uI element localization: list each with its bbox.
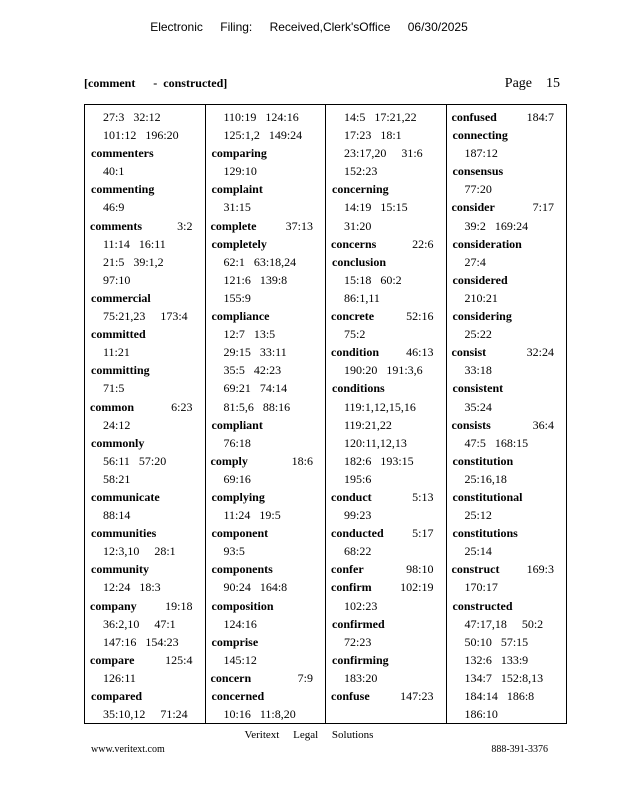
page-line-reference: 190:20 191:3,6 <box>344 363 423 378</box>
page-number: Page 15 <box>504 76 560 91</box>
term-reference: 36:4 <box>532 417 554 432</box>
term-reference: 98:10 <box>406 562 434 577</box>
index-entry <box>452 108 567 126</box>
index-term <box>331 235 446 253</box>
term-word: compare <box>90 652 135 667</box>
page-line-reference: 11:14 16:11 <box>103 236 166 251</box>
index-term <box>331 578 446 596</box>
index-term: confirmed <box>332 616 385 631</box>
page-line-reference: 27:4 <box>464 254 486 269</box>
index-entry <box>211 687 326 723</box>
page-line-reference: 75:2 <box>344 327 366 342</box>
index-entry <box>90 651 205 687</box>
index-term <box>452 198 567 216</box>
term-reference: 46:13 <box>406 345 434 360</box>
index-entry <box>211 669 326 687</box>
filing-label: Filing: <box>220 20 253 34</box>
index-table <box>84 104 567 724</box>
page-line-reference: 17:23 18:1 <box>344 128 402 143</box>
page-line-reference: 183:20 <box>344 670 378 685</box>
index-entry <box>452 416 567 452</box>
index-term: commonly <box>91 435 145 450</box>
page-line-reference: 170:17 <box>464 580 498 595</box>
index-entry <box>452 560 567 596</box>
index-term: communities <box>91 526 157 541</box>
page-line-reference: 72:23 <box>344 634 372 649</box>
index-entry <box>452 524 567 560</box>
index-entry <box>211 180 326 216</box>
index-entry <box>452 597 567 723</box>
page-line-reference: 119:21,22 <box>344 417 392 432</box>
page-line-reference: 99:23 <box>344 508 372 523</box>
filing-stamp <box>0 20 618 34</box>
term-word: consist <box>451 345 487 360</box>
page-line-reference: 76:18 <box>223 435 251 450</box>
index-entry <box>211 217 326 235</box>
page-line-reference: 187:12 <box>464 146 498 161</box>
page-line-reference: 126:11 <box>103 670 136 685</box>
index-entry <box>452 379 567 415</box>
index-entry <box>90 560 205 596</box>
page-line-reference: 35:5 42:23 <box>223 363 282 378</box>
index-term: complying <box>211 489 265 504</box>
index-column-3 <box>326 105 447 723</box>
index-term: components <box>211 562 273 577</box>
index-term <box>90 217 205 235</box>
page-line-reference: 35:24 <box>464 399 492 414</box>
page-line-reference: 25:12 <box>464 508 492 523</box>
page-line-reference: 90:24 164:8 <box>223 580 288 595</box>
index-entry <box>331 180 446 234</box>
index-entry <box>452 198 567 234</box>
index-column-1 <box>85 105 206 723</box>
page-line-reference: 12:7 13:5 <box>223 327 276 342</box>
index-entry <box>90 144 205 180</box>
term-word: consists <box>451 417 491 432</box>
page-line-reference: 69:21 74:14 <box>223 381 288 396</box>
index-entry <box>211 235 326 307</box>
term-reference: 169:3 <box>526 562 554 577</box>
index-term: composition <box>211 598 274 613</box>
index-term <box>452 108 567 126</box>
page-line-reference: 155:9 <box>223 290 251 305</box>
term-reference: 3:2 <box>177 218 193 233</box>
page-line-reference: 184:14 186:8 <box>464 689 535 703</box>
page-line-reference: 186:10 <box>464 707 498 722</box>
index-entry <box>331 379 446 488</box>
index-column-2 <box>206 105 327 723</box>
index-entry <box>331 343 446 379</box>
page-line-reference: 46:9 <box>103 200 125 215</box>
index-range: [comment - constructed] <box>84 76 228 90</box>
index-term: confirming <box>332 652 389 667</box>
index-term: considering <box>452 309 512 324</box>
index-entry <box>90 488 205 524</box>
term-word: complete <box>210 218 257 233</box>
index-term: connecting <box>452 128 508 143</box>
index-column-4 <box>447 105 567 723</box>
page-line-reference: 62:1 63:18,24 <box>223 254 297 269</box>
footer-phone: 888-391-3376 <box>491 744 548 755</box>
index-entry <box>90 434 205 488</box>
index-term: component <box>211 526 269 541</box>
page-line-reference: 68:22 <box>344 544 372 559</box>
index-term: constitution <box>452 453 514 468</box>
index-term: commenting <box>91 182 155 197</box>
page-line-reference: 182:6 193:15 <box>344 453 414 468</box>
index-term: committing <box>91 363 150 378</box>
footer-website: www.veritext.com <box>91 744 165 755</box>
term-word: conducted <box>331 526 384 541</box>
page-line-reference: 15:18 60:2 <box>344 272 402 287</box>
index-term: constitutional <box>452 489 523 504</box>
page-line-reference: 27:3 32:12 <box>103 110 161 124</box>
page-line-reference: 14:5 17:21,22 <box>344 110 417 124</box>
page-line-reference: 147:16 154:23 <box>103 634 179 649</box>
term-word: conduct <box>331 489 372 504</box>
index-entry <box>211 307 326 416</box>
page-line-reference: 11:24 19:5 <box>223 508 281 523</box>
index-entry <box>331 687 446 705</box>
page-line-reference: 125:1,2 149:24 <box>223 128 303 143</box>
page-line-reference: 77:20 <box>464 182 492 197</box>
page-line-reference: 47:17,18 50:2 <box>464 616 544 631</box>
index-term <box>452 343 567 361</box>
index-term: commenters <box>91 146 154 161</box>
index-entry <box>211 597 326 633</box>
term-word: condition <box>331 345 380 360</box>
index-term: communicate <box>91 489 160 504</box>
index-entry <box>90 325 205 361</box>
index-entry <box>211 560 326 596</box>
index-term <box>452 560 567 578</box>
index-entry <box>331 560 446 578</box>
index-term: constitutions <box>452 526 518 541</box>
term-word: confused <box>451 110 497 124</box>
index-entry <box>452 452 567 488</box>
index-entry <box>211 144 326 180</box>
page-line-reference: 134:7 152:8,13 <box>464 670 544 685</box>
page-line-reference: 25:14 <box>464 544 492 559</box>
term-reference: 7:17 <box>532 200 554 215</box>
index-entry <box>331 578 446 614</box>
term-reference: 184:7 <box>526 110 554 124</box>
page-line-reference: 31:15 <box>223 200 251 215</box>
index-entry <box>331 307 446 343</box>
term-reference: 102:19 <box>400 580 434 595</box>
index-term: constructed <box>452 598 513 613</box>
index-entry <box>452 235 567 271</box>
index-entry <box>211 108 326 144</box>
index-entry <box>211 416 326 452</box>
term-reference: 7:9 <box>297 670 313 685</box>
page-line-reference: 47:5 168:15 <box>464 435 529 450</box>
index-term: community <box>91 562 149 577</box>
filing-electronic: Electronic <box>150 20 203 34</box>
term-word: concerns <box>331 236 377 251</box>
index-term: complaint <box>211 182 263 197</box>
index-term: compliant <box>211 417 263 432</box>
index-term: conclusion <box>332 254 387 269</box>
index-entry <box>331 108 446 180</box>
page-line-reference: 23:17,20 31:6 <box>344 146 423 161</box>
index-entry <box>452 271 567 307</box>
page-line-reference: 121:6 139:8 <box>223 272 288 287</box>
page-line-reference: 29:15 33:11 <box>223 345 287 360</box>
index-term: consensus <box>452 164 504 179</box>
page-line-reference: 31:20 <box>344 218 372 233</box>
term-reference: 125:4 <box>165 652 193 667</box>
page-line-reference: 56:11 57:20 <box>103 453 167 468</box>
page-line-reference: 58:21 <box>103 471 131 486</box>
index-term: consideration <box>452 236 522 251</box>
page-line-reference: 97:10 <box>103 272 131 287</box>
index-term <box>331 343 446 361</box>
term-word: concrete <box>331 309 375 324</box>
page-line-reference: 75:21,23 173:4 <box>103 309 188 324</box>
page-line-reference: 36:2,10 47:1 <box>103 616 176 631</box>
term-reference: 37:13 <box>285 218 313 233</box>
footer-company: Veritext Legal Solutions <box>244 729 374 741</box>
index-term: completely <box>211 236 267 251</box>
index-term: conditions <box>332 381 385 396</box>
term-word: comply <box>210 453 248 468</box>
index-term: compared <box>91 689 143 703</box>
page-line-reference: 21:5 39:1,2 <box>103 254 164 269</box>
index-entry <box>331 524 446 560</box>
term-reference: 22:6 <box>412 236 434 251</box>
page-line-reference: 86:1,11 <box>344 290 380 305</box>
index-term <box>211 669 326 687</box>
index-entry <box>90 597 205 651</box>
term-reference: 5:17 <box>412 526 434 541</box>
page-line-reference: 129:10 <box>223 164 257 179</box>
index-entry <box>90 687 205 723</box>
page-line-reference: 24:12 <box>103 417 131 432</box>
index-term: compliance <box>211 309 270 324</box>
page-line-reference: 14:19 15:15 <box>344 200 408 215</box>
index-entry <box>211 633 326 669</box>
index-term <box>90 398 205 416</box>
page-line-reference: 93:5 <box>223 544 245 559</box>
index-entry <box>331 253 446 307</box>
filing-date: 06/30/2025 <box>407 20 468 34</box>
term-word: common <box>90 399 134 414</box>
index-term <box>90 651 205 669</box>
page-line-reference: 195:6 <box>344 471 372 486</box>
page-line-reference: 71:5 <box>103 381 125 396</box>
index-entry <box>90 180 205 216</box>
index-term: concerned <box>211 689 265 703</box>
index-term <box>211 217 326 235</box>
page-line-reference: 88:14 <box>103 508 131 523</box>
index-term: comparing <box>211 146 267 161</box>
index-term: committed <box>91 327 146 342</box>
index-term <box>331 488 446 506</box>
index-entry <box>331 235 446 253</box>
page-line-reference: 119:1,12,15,16 <box>344 399 416 414</box>
page-line-reference: 12:3,10 28:1 <box>103 544 176 559</box>
index-entry <box>452 307 567 343</box>
page-line-reference: 124:16 <box>223 616 257 631</box>
term-word: company <box>90 598 137 613</box>
index-entry <box>211 452 326 488</box>
index-entry <box>331 651 446 687</box>
index-term: consistent <box>452 381 504 396</box>
term-word: concern <box>210 670 252 685</box>
term-reference: 6:23 <box>171 399 193 414</box>
page-line-reference: 120:11,12,13 <box>344 435 407 450</box>
term-reference: 18:6 <box>291 453 313 468</box>
index-term <box>90 597 205 615</box>
term-reference: 19:18 <box>165 598 193 613</box>
index-entry <box>90 289 205 325</box>
page-line-reference: 25:16,18 <box>464 471 507 486</box>
index-term <box>452 416 567 434</box>
page-line-reference: 12:24 18:3 <box>103 580 161 595</box>
page-line-reference: 35:10,12 71:24 <box>103 707 188 722</box>
index-term <box>331 687 446 705</box>
index-entry <box>452 488 567 524</box>
index-entry <box>90 217 205 289</box>
page-line-reference: 25:22 <box>464 327 492 342</box>
index-term <box>211 452 326 470</box>
page-line-reference: 81:5,6 88:16 <box>223 399 291 414</box>
page-line-reference: 33:18 <box>464 363 492 378</box>
index-term <box>331 560 446 578</box>
page-line-reference: 50:10 57:15 <box>464 634 529 649</box>
term-reference: 147:23 <box>400 689 434 703</box>
index-term: comprise <box>211 634 259 649</box>
term-word: confuse <box>331 689 370 703</box>
page-line-reference: 39:2 169:24 <box>464 218 529 233</box>
index-entry <box>452 126 567 162</box>
index-entry <box>90 108 205 144</box>
page-line-reference: 145:12 <box>223 652 257 667</box>
term-word: confer <box>331 562 364 577</box>
page-line-reference: 40:1 <box>103 164 125 179</box>
index-entry <box>90 361 205 397</box>
index-entry <box>211 488 326 524</box>
index-entry <box>211 524 326 560</box>
term-reference: 5:13 <box>412 489 434 504</box>
page-line-reference: 110:19 124:16 <box>223 110 299 124</box>
page-line-reference: 132:6 133:9 <box>464 652 529 667</box>
term-word: confirm <box>331 580 372 595</box>
page-line-reference: 11:21 <box>103 345 130 360</box>
index-entry <box>452 162 567 198</box>
page-line-reference: 210:21 <box>464 290 498 305</box>
index-term: concerning <box>332 182 389 197</box>
filing-received: Received,Clerk'sOffice <box>269 20 391 34</box>
index-term: commercial <box>91 290 151 305</box>
index-term: considered <box>452 272 508 287</box>
page-line-reference: 101:12 196:20 <box>103 128 179 143</box>
index-entry <box>331 615 446 651</box>
page-line-reference: 69:16 <box>223 471 251 486</box>
index-term <box>331 307 446 325</box>
term-word: comments <box>90 218 142 233</box>
index-term <box>331 524 446 542</box>
index-entry <box>331 488 446 524</box>
term-word: consider <box>451 200 495 215</box>
index-entry <box>90 524 205 560</box>
term-reference: 32:24 <box>526 345 554 360</box>
term-word: construct <box>451 562 500 577</box>
index-entry <box>452 343 567 379</box>
page-line-reference: 10:16 11:8,20 <box>223 707 296 722</box>
page-line-reference: 152:23 <box>344 164 378 179</box>
term-reference: 52:16 <box>406 309 434 324</box>
index-entry <box>90 398 205 434</box>
page-line-reference: 102:23 <box>344 598 378 613</box>
